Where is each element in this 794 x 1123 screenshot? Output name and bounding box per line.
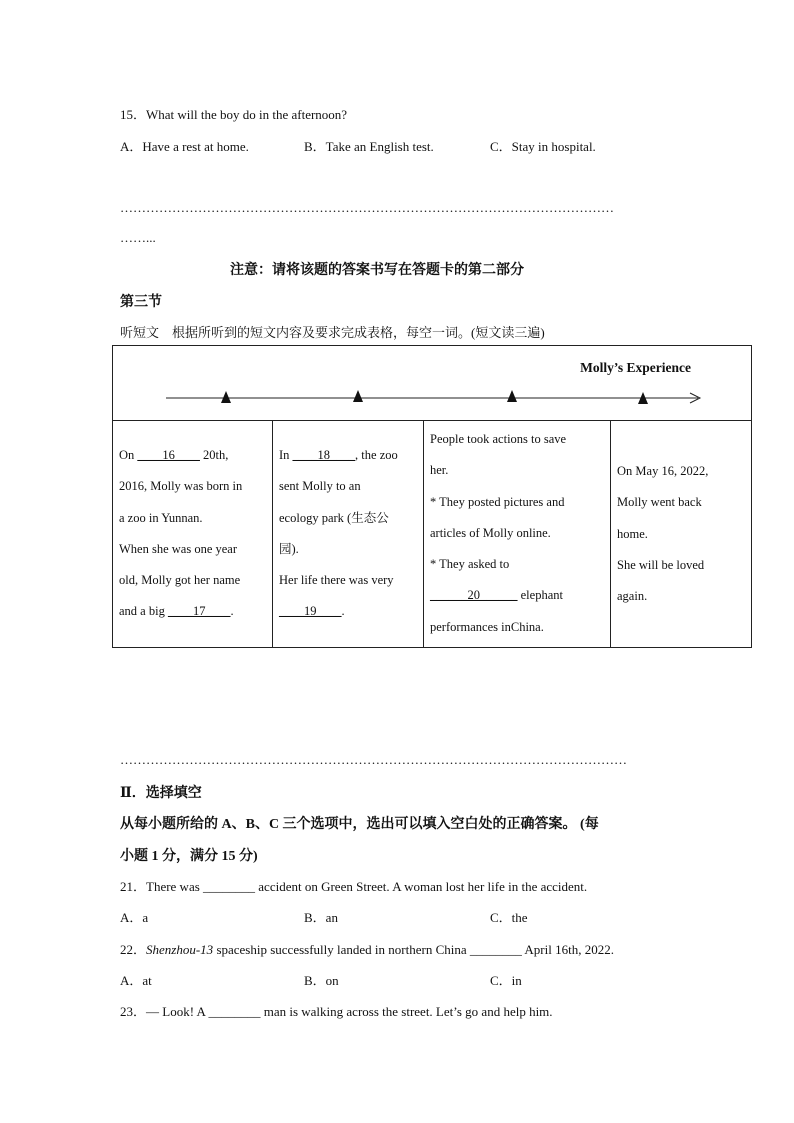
q15-option-b: B．Take an English test. [304, 139, 434, 154]
q23-question: 23．— Look! A ________ man is walking across the street. Let’s go and help him. [120, 1004, 553, 1019]
timeline-header [113, 346, 751, 421]
blank-16: ____16____ [137, 448, 200, 462]
q15-option-c: C．Stay in hospital. [490, 139, 596, 154]
part-heading: Ⅱ．选择填空 [120, 786, 202, 801]
section-instruction: 听短文 根据所听到的短文内容及要求完成表格，每空一词。(短文读三遍) [120, 325, 545, 340]
dotted-separator-2: ……………………………………………………………………………………………………… [120, 752, 627, 767]
q22-question: 22．Shenzhou-13 spaceship successfully landed in northern China ________ April 16th, 2022. [120, 942, 614, 957]
timeline-marker [221, 391, 231, 403]
timeline-arrow [113, 346, 751, 420]
q21-option-b: B．an [304, 910, 338, 925]
part-instruction-line2: 小题 1 分，满分 15 分) [120, 849, 258, 864]
blank-18: ____18____ [292, 448, 356, 462]
q15-question: 15．What will the boy do in the afternoon? [120, 107, 348, 122]
section-heading: 第三节 [120, 295, 162, 310]
table-column-1: On ____16____ 20th, 2016, Molly was born in a zoo in Yunnan. When she was one year old, Molly got her name and a big ____17____. [119, 448, 243, 619]
blank-17: ____17____ [167, 604, 231, 619]
timeline-marker [353, 390, 363, 402]
q22-option-a: A．at [120, 973, 152, 988]
table-title: Molly’s Experience [580, 360, 691, 375]
dotted-separator: …………………………………………………………………………………………………… [120, 200, 614, 215]
q21-option-a: A．a [120, 910, 149, 925]
experience-table [112, 345, 752, 648]
part-instruction-line1: 从每小题所给的 A、B、C 三个选项中，选出可以填入空白处的正确答案。 (每 [120, 817, 599, 832]
table-column-2: In ____18____, the zoo sent Molly to an ecology park (生态公 园). Her life there was very ____19____. [279, 448, 398, 619]
blank-19: ____19____ [279, 604, 342, 619]
table-column-4: On May 16, 2022, Molly went back home. She will be loved again. [617, 464, 709, 604]
answer-notice: 注意：请将该题的答案书写在答题卡的第二部分 [230, 263, 524, 278]
dotted-separator-tail: ……... [120, 230, 156, 245]
q21-question: 21．There was ________ accident on Green Street. A woman lost her life in the accident. [120, 879, 588, 894]
q15-option-a: A．Have a rest at home. [120, 139, 249, 154]
q21-option-c: C．the [490, 910, 528, 925]
timeline-marker [507, 390, 517, 402]
q22-option-b: B．on [304, 973, 339, 988]
blank-20: ______20______ [430, 588, 518, 603]
table-column-3: People took actions to save her. * They posted pictures and articles of Molly online. * They asked to ______20______ elephant performances inChina. [430, 432, 567, 634]
q22-option-c: C．in [490, 973, 522, 988]
